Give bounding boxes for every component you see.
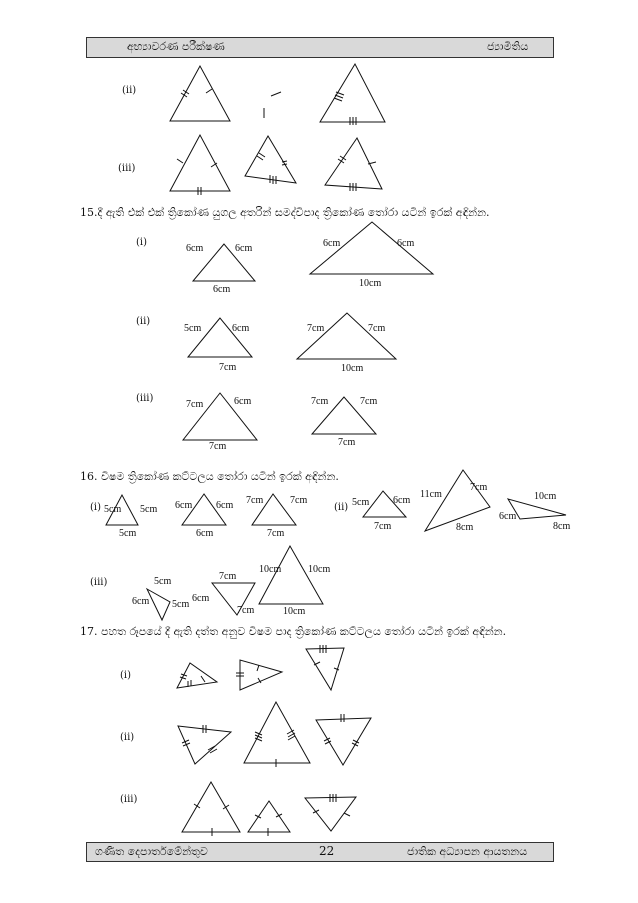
footer-right-title: ජාතික අධ්‍යාපන ආයතනය bbox=[407, 845, 528, 858]
q16-iii-t3-side2: 10cm bbox=[308, 564, 331, 575]
label-q15-i: (i) bbox=[136, 237, 148, 248]
q16-iii-t1-side3: 5cm bbox=[172, 599, 190, 610]
page-footer bbox=[86, 842, 554, 862]
q16-iii-t2-side2: 6cm bbox=[192, 593, 210, 604]
q16-ii-t3-side3: 8cm bbox=[553, 521, 571, 532]
triangle-q17-ii-c bbox=[316, 718, 371, 765]
q15-ii-a-side2: 6cm bbox=[232, 323, 250, 334]
q16-iii-t1-side1: 5cm bbox=[154, 576, 172, 587]
label-q17-ii: (ii) bbox=[120, 732, 135, 743]
label-q16-iii: (iii) bbox=[90, 577, 108, 588]
q15-i-a-side3: 6cm bbox=[213, 284, 231, 295]
q15-ii-a-side3: 7cm bbox=[219, 362, 237, 373]
q16-i-t2-side1: 6cm bbox=[175, 500, 193, 511]
triangle-q17-i-c bbox=[306, 648, 344, 690]
triangle-top-ii-a bbox=[170, 66, 230, 121]
q16-i-t1-side1: 5cm bbox=[104, 504, 122, 515]
q15-i-b-side1: 6cm bbox=[323, 238, 341, 249]
triangle-top-iii-c bbox=[325, 138, 382, 189]
q15-ii-b-side2: 7cm bbox=[368, 323, 386, 334]
q16-i-t1-side2: 5cm bbox=[140, 504, 158, 515]
triangle-q17-iii-b bbox=[248, 801, 290, 832]
q16-text: විෂම ත්‍රිකෝණ කට්ටලය තෝරා යටින් ඉරක් අඳින්න. bbox=[101, 470, 339, 483]
label-q17-iii: (iii) bbox=[120, 794, 138, 805]
q16-ii-t1-side3: 7cm bbox=[374, 521, 392, 532]
header-left-title: අභ්‍යාවරණ පරීක්ෂණ bbox=[127, 40, 225, 53]
q16-number: 16. bbox=[80, 470, 98, 483]
q15-i-b-side3: 10cm bbox=[359, 278, 382, 289]
q16-i-t3-side3: 7cm bbox=[267, 528, 285, 539]
q16-i-t3-side1: 7cm bbox=[246, 495, 264, 506]
q15-iii-a-side3: 7cm bbox=[209, 441, 227, 452]
q15-iii-a-side1: 7cm bbox=[186, 399, 204, 410]
q16-ii-t1-side1: 5cm bbox=[352, 497, 370, 508]
q15-i-a-side1: 6cm bbox=[186, 243, 204, 254]
q15-ii-b-side1: 7cm bbox=[307, 323, 325, 334]
q16-i-t1-side3: 5cm bbox=[119, 528, 137, 539]
q15-ii-a-side1: 5cm bbox=[184, 323, 202, 334]
footer-left-title: ගණිත දෙපාර්තමේන්තුව bbox=[95, 845, 208, 858]
q15-ii-b-side3: 10cm bbox=[341, 363, 364, 374]
q15-iii-b-side3: 7cm bbox=[338, 437, 356, 448]
label-q15-iii: (iii) bbox=[136, 393, 154, 404]
q17-number: 17. bbox=[80, 625, 98, 638]
q16-iii-t3-side1: 10cm bbox=[259, 564, 282, 575]
q16-ii-t2-side2: 7cm bbox=[470, 482, 488, 493]
triangle-q16-ii-c bbox=[508, 499, 566, 519]
q15-iii-a-side2: 6cm bbox=[234, 396, 252, 407]
q16-ii-t2-side3: 8cm bbox=[456, 522, 474, 533]
q16-ii-t1-side2: 6cm bbox=[393, 495, 411, 506]
q16-iii-t1-side2: 6cm bbox=[132, 596, 150, 607]
label-q16-i: (i) bbox=[90, 502, 102, 513]
q16-iii-t2-side1: 7cm bbox=[219, 571, 237, 582]
label-q16-ii: (ii) bbox=[334, 502, 349, 513]
q16-ii-t3-side1: 10cm bbox=[534, 491, 557, 502]
q16-ii-t3-side2: 6cm bbox=[499, 511, 517, 522]
triangle-q15-ii-b bbox=[297, 313, 396, 359]
label-q17-i: (i) bbox=[120, 670, 132, 681]
q17-text: පහත රූපයේ දී ඇති දත්ත අනුව විෂම පාද ත්‍රිකෝණ කට්ටලය තෝරා යටින් ඉරක් අඳින්න. bbox=[101, 625, 507, 638]
q16-iii-t2-side3: 7cm bbox=[237, 605, 255, 616]
q15-number: 15. bbox=[80, 206, 98, 219]
q15-iii-b-side1: 7cm bbox=[311, 396, 329, 407]
triangle-q17-ii-b bbox=[244, 702, 310, 763]
q15-iii-b-side2: 7cm bbox=[360, 396, 378, 407]
triangle-top-ii-b bbox=[320, 64, 385, 122]
label-top-iii: (iii) bbox=[118, 163, 136, 174]
q16-i-t2-side3: 6cm bbox=[196, 528, 214, 539]
q16-i-t2-side2: 6cm bbox=[216, 500, 234, 511]
triangle-q17-iii-c bbox=[305, 797, 356, 831]
q15-i-b-side2: 6cm bbox=[397, 238, 415, 249]
q15-text: දී ඇති එක් එක් ත්‍රිකෝණ යුගල අතරින් සමද්විපාද ත්‍රිකෝණ තෝරා යටින් ඉරක් අඳින්න. bbox=[97, 206, 490, 219]
q15-i-a-side2: 6cm bbox=[235, 243, 253, 254]
q16-i-t3-side2: 7cm bbox=[290, 495, 308, 506]
page-number: 22 bbox=[319, 844, 335, 858]
q16-iii-t3-side3: 10cm bbox=[283, 606, 306, 617]
header-right-title: ජ්‍යාමිතිය bbox=[487, 40, 529, 53]
triangle-q16-iii-a bbox=[147, 589, 170, 620]
triangle-top-iii-a bbox=[170, 135, 230, 191]
label-q15-ii: (ii) bbox=[136, 316, 151, 327]
triangle-q16-iii-c bbox=[259, 546, 323, 604]
q16-ii-t2-side1: 11cm bbox=[420, 489, 442, 500]
label-top-ii: (ii) bbox=[122, 85, 137, 96]
triangle-q17-i-b bbox=[240, 660, 282, 690]
triangle-q17-iii-a bbox=[182, 782, 240, 832]
triangle-q17-i-a bbox=[177, 663, 217, 688]
